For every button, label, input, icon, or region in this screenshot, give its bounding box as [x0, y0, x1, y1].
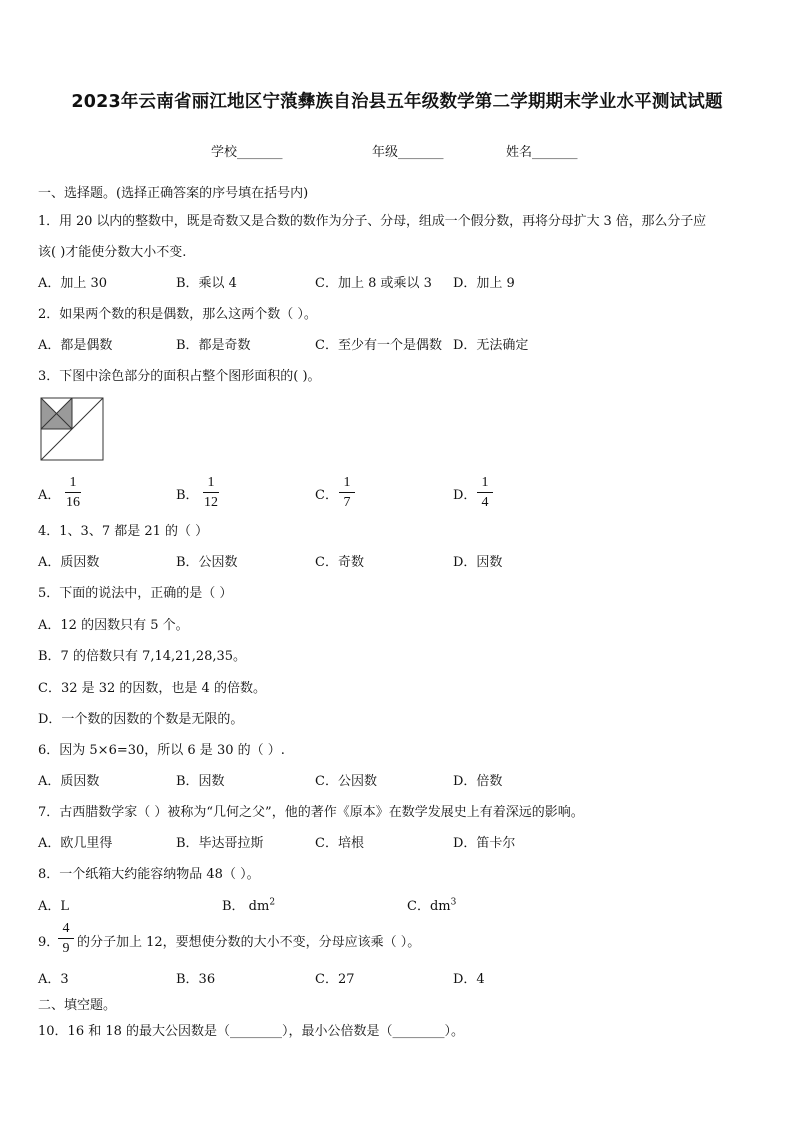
question-3-stem: 3．下图中涂色部分的面积占整个图形面积的( )。: [38, 369, 321, 384]
q7-option-b[interactable]: B．毕达哥拉斯: [176, 836, 264, 851]
q7-option-c[interactable]: C．培根: [315, 836, 364, 851]
q9-option-a[interactable]: A．3: [38, 972, 69, 987]
q5-option-a[interactable]: A．12 的因数只有 5 个。: [38, 618, 189, 633]
q1-option-b[interactable]: B．乘以 4: [176, 276, 237, 291]
q3-option-d-fraction: 1 4: [475, 474, 495, 511]
q8-option-c[interactable]: C．$dm^3$: [407, 897, 457, 914]
question-4-stem: 4．1、3、7 都是 21 的（ ）: [38, 524, 209, 539]
q6-option-d[interactable]: D．倍数: [453, 774, 503, 789]
q8-option-a[interactable]: A．L: [38, 899, 70, 914]
q3-option-b-fraction: 1 12: [204, 475, 218, 510]
grade-field[interactable]: 年级_______: [372, 145, 444, 160]
question-1-line-1: 1．用 20 以内的整数中，既是奇数又是合数的数作为分子、分母，组成一个假分数，再将分母扩大 3 倍，那么分子应: [38, 214, 707, 229]
q7-option-a[interactable]: A．欧几里得: [38, 836, 113, 851]
question-6-stem: 6．因为 5×6=30，所以 6 是 30 的（ ）.: [38, 743, 285, 758]
q4-option-a[interactable]: A．质因数: [38, 555, 100, 570]
name-field[interactable]: 姓名_______: [506, 145, 578, 160]
question-9-stem: 的分子加上 12，要想使分数的大小不变，分母应该乘（ ）。: [77, 935, 421, 950]
q4-option-b[interactable]: B．公因数: [176, 555, 238, 570]
q3-option-a-label[interactable]: A．: [38, 488, 61, 503]
q9-option-d[interactable]: D．4: [453, 972, 485, 987]
q6-option-b[interactable]: B．因数: [176, 774, 225, 789]
question-8-stem: 8．一个纸箱大约能容纳物品 48（ ）。: [38, 867, 260, 882]
q2-option-b[interactable]: B．都是奇数: [176, 338, 251, 353]
q5-option-b[interactable]: B．7 的倍数只有 7,14,21,28,35。: [38, 649, 247, 664]
q1-option-a[interactable]: A．加上 30: [38, 276, 108, 291]
question-10-stem[interactable]: 10．16 和 18 的最大公因数是（________），最小公倍数是（________）。: [38, 1024, 465, 1039]
section-heading-fill-in: 二、填空题。: [38, 998, 117, 1013]
q1-option-d[interactable]: D．加上 9: [453, 276, 515, 291]
q3-option-d-label[interactable]: D．: [453, 488, 477, 503]
q3-option-b-label[interactable]: B．: [176, 488, 199, 503]
q2-option-d[interactable]: D．无法确定: [453, 338, 529, 353]
q3-option-c-fraction: 1 7: [337, 474, 357, 511]
q6-option-a[interactable]: A．质因数: [38, 774, 100, 789]
q9-option-b[interactable]: B．36: [176, 972, 216, 987]
q5-option-d[interactable]: D．一个数的因数的个数是无限的。: [38, 712, 244, 727]
q9-option-c[interactable]: C．27: [315, 972, 355, 987]
section-heading-choice: 一、选择题。(选择正确答案的序号填在括号内): [38, 186, 309, 201]
question-1-line-2: 该( )才能使分数大小不变.: [38, 245, 187, 260]
q7-option-d[interactable]: D．笛卡尔: [453, 836, 516, 851]
q2-option-a[interactable]: A．都是偶数: [38, 338, 113, 353]
q4-option-d[interactable]: D．因数: [453, 555, 503, 570]
q2-option-c[interactable]: C．至少有一个是偶数: [315, 338, 442, 353]
q8-option-b[interactable]: B． $dm^2$: [222, 897, 276, 914]
q3-option-a-fraction: 1 16: [66, 475, 80, 510]
page-title: 2023年云南省丽江地区宁蒗彝族自治县五年级数学第二学期期末学业水平测试试题: [71, 92, 723, 112]
q3-option-c-label[interactable]: C．: [315, 488, 338, 503]
school-field[interactable]: 学校_______: [211, 145, 283, 160]
q9-fraction: 4 9: [56, 920, 76, 957]
question-7-stem: 7．古西腊数学家（ ）被称为“几何之父”，他的著作《原本》在数学发展史上有着深远的影响。: [38, 805, 584, 820]
q5-option-c[interactable]: C．32 是 32 的因数，也是 4 的倍数。: [38, 681, 266, 696]
question-9-number: 9．: [38, 935, 60, 950]
q1-option-c[interactable]: C．加上 8 或乘以 3: [315, 276, 432, 291]
q4-option-c[interactable]: C．奇数: [315, 555, 364, 570]
question-2-stem: 2．如果两个数的积是偶数，那么这两个数（ ）。: [38, 307, 317, 322]
q6-option-c[interactable]: C．公因数: [315, 774, 377, 789]
question-5-stem: 5．下面的说法中，正确的是（ ）: [38, 586, 233, 601]
shaded-square-figure: [40, 397, 104, 461]
